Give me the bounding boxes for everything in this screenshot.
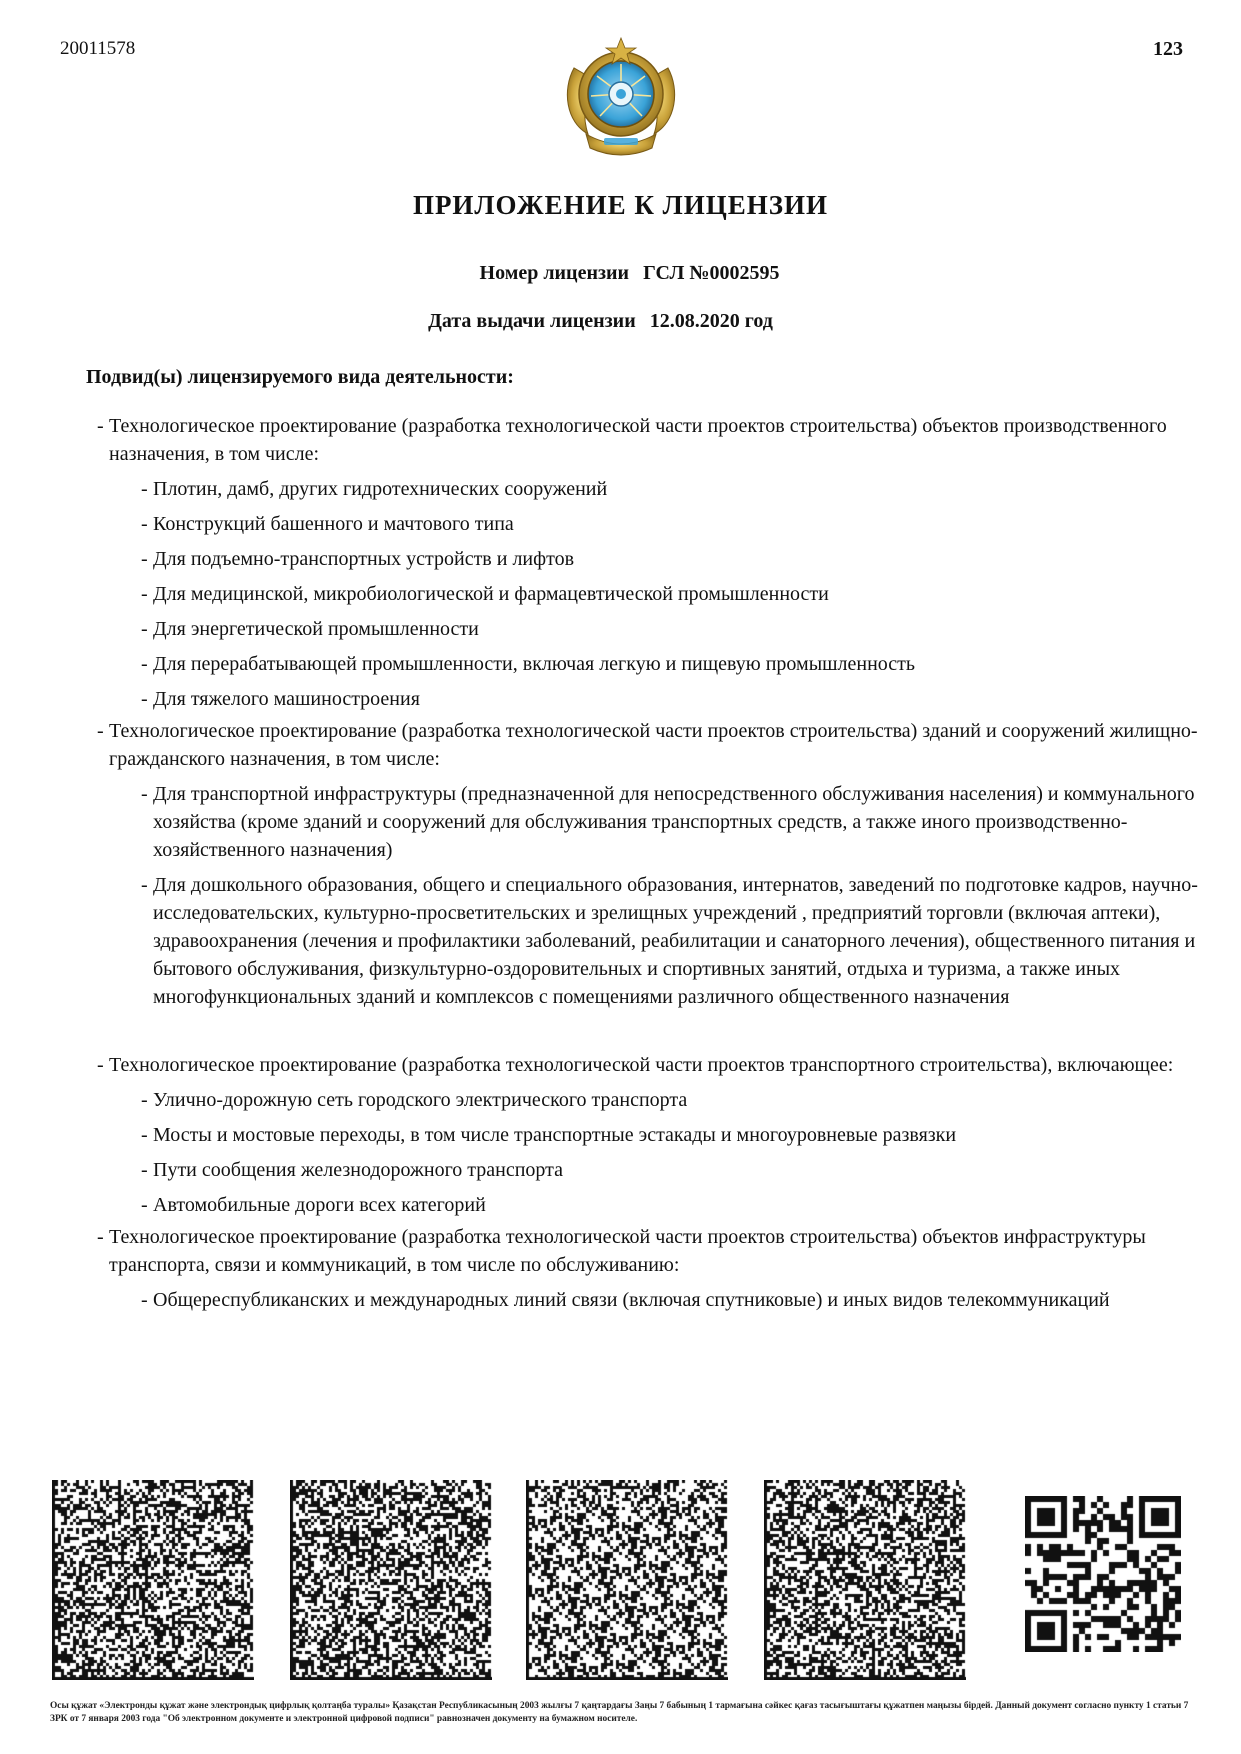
- sub-item-text: Для тяжелого машиностроения: [153, 688, 420, 710]
- datamatrix-qr-icon: [290, 1480, 492, 1680]
- sub-item: [0, 475, 1201, 503]
- bullet-dash: -: [141, 1089, 148, 1111]
- legal-footer: [50, 1700, 1200, 1726]
- datamatrix-qr-icon: [764, 1480, 966, 1680]
- section-spacer: [0, 1011, 1241, 1051]
- sub-item: [0, 1086, 1201, 1114]
- bullet-dash: -: [141, 478, 148, 500]
- bullet-dash: -: [141, 513, 148, 535]
- bullet-dash: -: [141, 1124, 148, 1146]
- page-number: 123: [1153, 38, 1183, 60]
- sub-item: [0, 780, 1201, 864]
- sub-item: [0, 545, 1201, 573]
- footer-russian: Данный документ согласно пункту 1 статьи 7 ЗРК от 7 января 2003 года "Об электронном документе и электронной цифровой подписи" равнозначен документу на бумажном носителе.: [50, 1701, 1189, 1724]
- section-text: Технологическое проектирование (разработка технологической части проектов строительства) объектов производственного назначения, в том числе:: [109, 415, 1167, 465]
- sub-item: [0, 1286, 1201, 1314]
- sub-item-text: Конструкций башенного и мачтового типа: [153, 513, 514, 535]
- subtypes-heading: Подвид(ы) лицензируемого вида деятельности:: [86, 366, 514, 388]
- sub-item-text: Мосты и мостовые переходы, в том числе транспортные эстакады и многоуровневые развязки: [153, 1124, 957, 1146]
- sub-item-text: Для дошкольного образования, общего и специального образования, интернатов, заведений по подготовке кадров, научно-исследовательских, культурно-просветительских и зрелищных учреждений , предприятий торговли (включая аптеки), здравоохранения (лечения и профилактики заболеваний, реабилитации и санаторного лечения), общественного питания и бытового обслуживания, физкультурно-оздоровительных и спортивных занятий, отдыха и туризма, а также иных многофункциональных зданий и комплексов с помещениями различного общественного назначения: [153, 874, 1198, 1008]
- sub-item: [0, 871, 1201, 1011]
- sub-item: [0, 685, 1201, 713]
- bullet-dash: -: [141, 1194, 148, 1216]
- license-date-label: Дата выдачи лицензии: [428, 310, 636, 332]
- datamatrix-qr-icon: [52, 1480, 254, 1680]
- sub-item-text: Пути сообщения железнодорожного транспорта: [153, 1159, 564, 1181]
- sub-item-text: Для перерабатывающей промышленности, включая легкую и пищевую промышленность: [153, 653, 916, 675]
- bullet-dash: -: [141, 688, 148, 710]
- bullet-dash: -: [141, 618, 148, 640]
- document-number: 20011578: [60, 38, 136, 59]
- section-item: [0, 1051, 1201, 1079]
- sub-item: [0, 580, 1201, 608]
- bullet-dash: -: [141, 783, 148, 805]
- page-title: ПРИЛОЖЕНИЕ К ЛИЦЕНЗИИ: [412, 190, 829, 220]
- sub-item-text: Плотин, дамб, других гидротехнических сооружений: [153, 478, 608, 500]
- section-text: Технологическое проектирование (разработка технологической части проектов строительства) объектов инфраструктуры транспорта, связи и коммуникаций, в том числе по обслуживанию:: [109, 1226, 1146, 1276]
- activity-list: [0, 412, 1241, 1314]
- bullet-dash: -: [141, 548, 148, 570]
- license-date-row: [0, 310, 1241, 333]
- sub-item: [0, 1156, 1201, 1184]
- bullet-dash: -: [141, 874, 148, 896]
- sub-item: [0, 1191, 1201, 1219]
- license-number-row: [0, 262, 1241, 285]
- sub-item: [0, 1121, 1201, 1149]
- sub-item-text: Для медицинской, микробиологической и фармацевтической промышленности: [153, 583, 829, 605]
- sub-item-text: Общереспубликанских и международных линий связи (включая спутниковые) и иных видов телекоммуникаций: [153, 1289, 1110, 1311]
- qr-code-row: [0, 1472, 1241, 1642]
- sub-item: [0, 650, 1201, 678]
- datamatrix-qr-icon: [526, 1480, 728, 1680]
- license-number-label: Номер лицензии: [479, 262, 630, 284]
- bullet-dash: -: [141, 1159, 148, 1181]
- state-emblem-icon: [560, 30, 682, 162]
- section-item: [0, 412, 1201, 468]
- section-item: [0, 717, 1201, 773]
- bullet-dash: -: [97, 1226, 104, 1248]
- sub-item-text: Автомобильные дороги всех категорий: [153, 1194, 486, 1216]
- sub-item-text: Для транспортной инфраструктуры (предназначенной для непосредственного обслуживания населения) и коммунального хозяйства (кроме зданий и сооружений для обслуживания транспортных средств, а также иного производственно-хозяйственного назначения): [153, 783, 1195, 861]
- license-number-value: ГСЛ №0002595: [643, 262, 780, 284]
- bullet-dash: -: [97, 720, 104, 742]
- section-text: Технологическое проектирование (разработка технологической части проектов строительства) зданий и сооружений жилищно-гражданского назначения, в том числе:: [109, 720, 1198, 770]
- sub-item-text: Для подъемно-транспортных устройств и лифтов: [153, 548, 575, 570]
- bullet-dash: -: [141, 653, 148, 675]
- footer-kazakh: Осы құжат «Электронды құжат және электрондық цифрлық қолтаңба туралы» Қазақстан Республикасының 2003 жылғы 7 қаңтардағы Заңы 7 бабының 1 тармағына сәйкес қағаз тасығыштағы құжатпен маңызы бірдей.: [50, 1701, 993, 1711]
- sub-item-text: Для энергетической промышленности: [153, 618, 479, 640]
- bullet-dash: -: [97, 1054, 104, 1076]
- section-item: [0, 1223, 1201, 1279]
- bullet-dash: -: [97, 415, 104, 437]
- sub-item: [0, 615, 1201, 643]
- qr-code-icon: [1025, 1496, 1181, 1652]
- bullet-dash: -: [141, 1289, 148, 1311]
- sub-item-text: Улично-дорожную сеть городского электрического транспорта: [153, 1089, 688, 1111]
- bullet-dash: -: [141, 583, 148, 605]
- section-text: Технологическое проектирование (разработка технологической части проектов транспортного строительства), включающее:: [109, 1054, 1174, 1076]
- license-date-value: 12.08.2020 год: [649, 310, 773, 332]
- sub-item: [0, 510, 1201, 538]
